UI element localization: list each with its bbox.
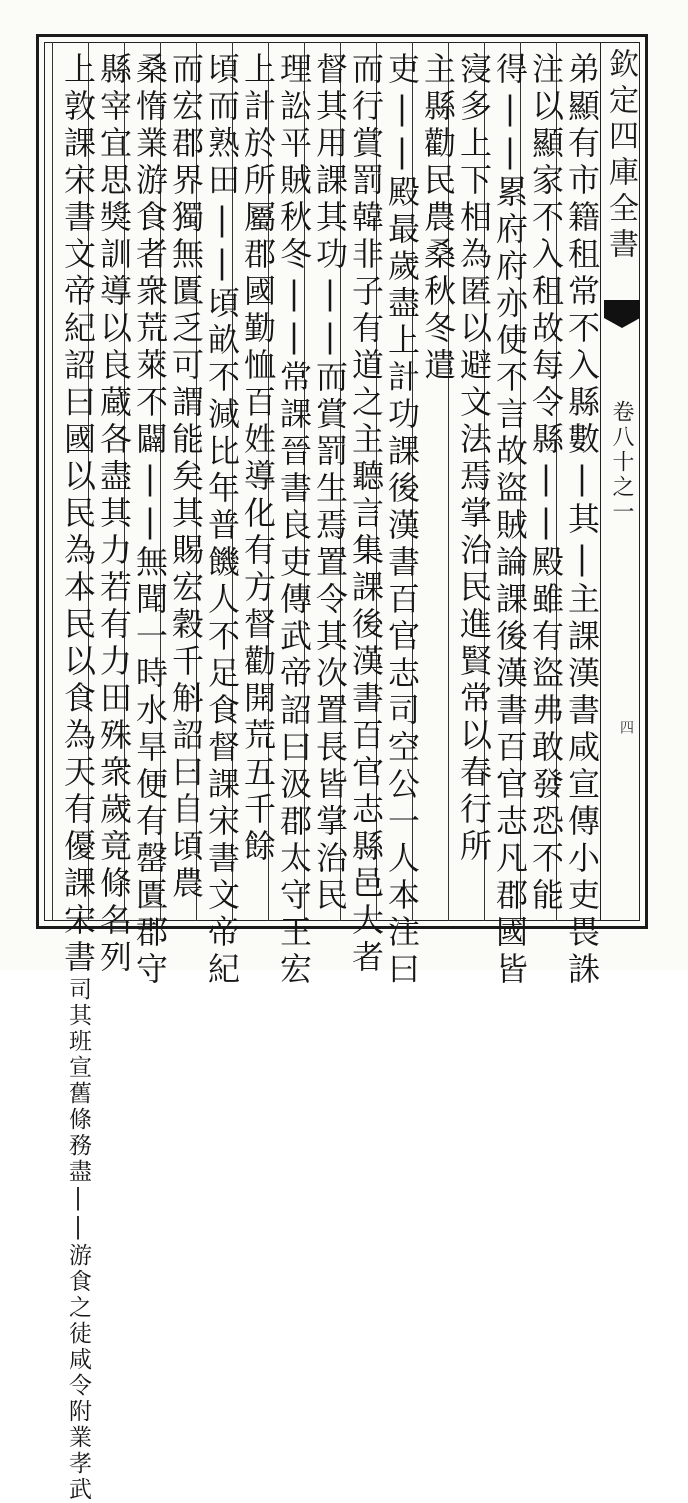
text-column: 而行賞罰韓非子有道之主聽言集課後漢書百官志縣邑大者 <box>347 52 385 977</box>
book-title: 欽定四庫全書 <box>603 48 638 264</box>
page-number: 四 <box>618 720 634 734</box>
text-column: 注以顯家不入租故每令縣||殿雖有盜弗敢發恐不能 <box>527 52 565 915</box>
text-column: 縣宰宜思獎訓導以良蔵各盡其力若有力田殊衆歲竟條名列 <box>95 52 133 977</box>
text-column-tail: 司其班宣舊條務盡||游食之徒咸令附業孝武 <box>65 977 91 1503</box>
text-column: 督其用課其功||而賞罰生焉置令其次置長皆掌治民 <box>311 52 349 915</box>
text-column: 得||累府府亦使不言故盜賊論課後漢書百官志凡郡國皆 <box>491 52 529 989</box>
text-column: 寖多上下相為匿以避文法焉掌治民進賢常以春行所 <box>455 52 493 866</box>
volume-label: 卷八十之一 <box>609 400 634 525</box>
text-column: 桑惰業游食者衆荒萊不闢||無聞一時水旱便有罄匱郡守 <box>131 52 169 989</box>
text-column: 頃而熟田||頃畝不減比年普饑人不足食督課宋書文帝紀 <box>203 52 241 989</box>
column-rule <box>52 42 53 921</box>
text-column: 吏||殿最歲盡上計功課後漢書百官志司空公一人本注曰 <box>383 52 421 989</box>
fishtail-mark <box>604 300 640 318</box>
text-column: 理訟平賊秋冬||常課晉書良吏傳武帝詔曰汲郡太守王宏 <box>275 52 313 989</box>
text-column: 上敦課宋書文帝紀詔曰國以民為本民以食為天有優課宋書司其班宣舊條務盡||游食之徒咸令附業孝武 <box>59 52 97 1503</box>
text-column: 而宏郡界獨無匱乏可謂能矣其賜宏穀千斛詔曰自頃農 <box>167 52 205 903</box>
text-column: 上計於所屬郡國勤恤百姓導化有方督勸開荒五千餘 <box>239 52 277 866</box>
text-column: 主縣勸民農桑秋冬遣 <box>419 52 457 385</box>
text-column: 弟顯有市籍租常不入縣數|其|主課漢書咸宣傳小吏畏誅 <box>563 52 601 989</box>
